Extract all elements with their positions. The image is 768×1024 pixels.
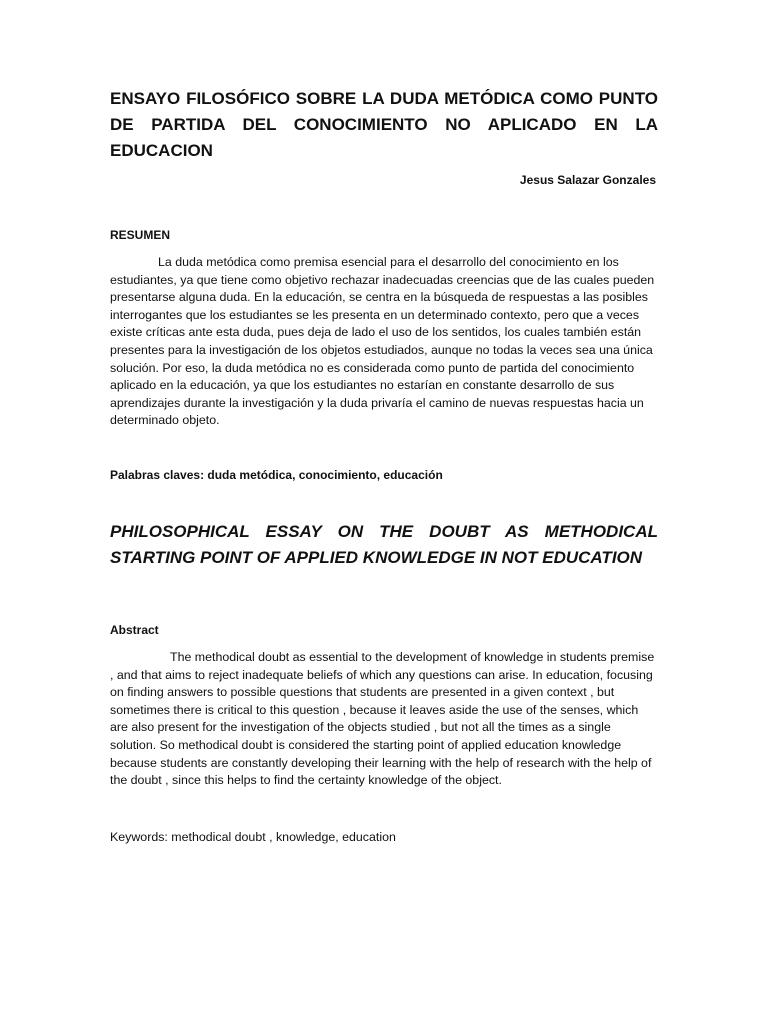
resumen-heading: RESUMEN [110,228,171,242]
abstract-heading: Abstract [110,623,159,637]
keywords-line: Keywords: methodical doubt , knowledge, education [110,830,396,844]
palabras-claves: Palabras claves: duda metódica, conocimiento, educación [110,468,443,482]
author-name: Jesus Salazar Gonzales [519,173,656,187]
abstract-paragraph: The methodical doubt as essential to the development of knowledge in students premise , and that aims to reject inadequate beliefs of which any questions can arise. In education, focusing on finding answers to possible questions that students are presented in a given context , but sometimes there is critical to this question , because it leaves aside the use of the senses, which are also present for the investigation of the objects studied , but not all the times as a single solution. So methodical doubt is considered the starting point of applied education knowledge because students are constantly developing their learning with the help of research with the help of the doubt , since this helps to find the certainty knowledge of the object. [110,650,655,788]
resumen-paragraph: La duda metódica como premisa esencial para el desarrollo del conocimiento en los estudiantes, ya que tiene como objetivo rechazar inadecuadas creencias que de las cuales pueden presentarse alguna duda. En la educación, se centra en la búsqueda de respuestas a las posibles interrogantes que los estudiantes se les presenta en un determinado contexto, pero que a veces existe críticas ante esta duda, pues deja de lado el uso de los sentidos, los cuales también están presentes para la investigación de los objetos estudiados, aunque no todas la veces sea una única solución. Por eso, la duda metódica no es considerada como punto de partida del conocimiento aplicado en la educación, ya que los estudiantes no estarían en constante desarrollo de sus aprendizajes durante la investigación y la duda privaría el camino de nuevas respuestas hacia un determinado objeto. [110,255,655,428]
english-title: PHILOSOPHICAL ESSAY ON THE DOUBT AS METHODICAL STARTING POINT OF APPLIED KNOWLEDGE IN NOT EDUCATION [110,522,658,567]
essay-title: ENSAYO FILOSÓFICO SOBRE LA DUDA METÓDICA COMO PUNTO DE PARTIDA DEL CONOCIMIENTO NO APLICADO EN LA EDUCACION [110,89,658,160]
